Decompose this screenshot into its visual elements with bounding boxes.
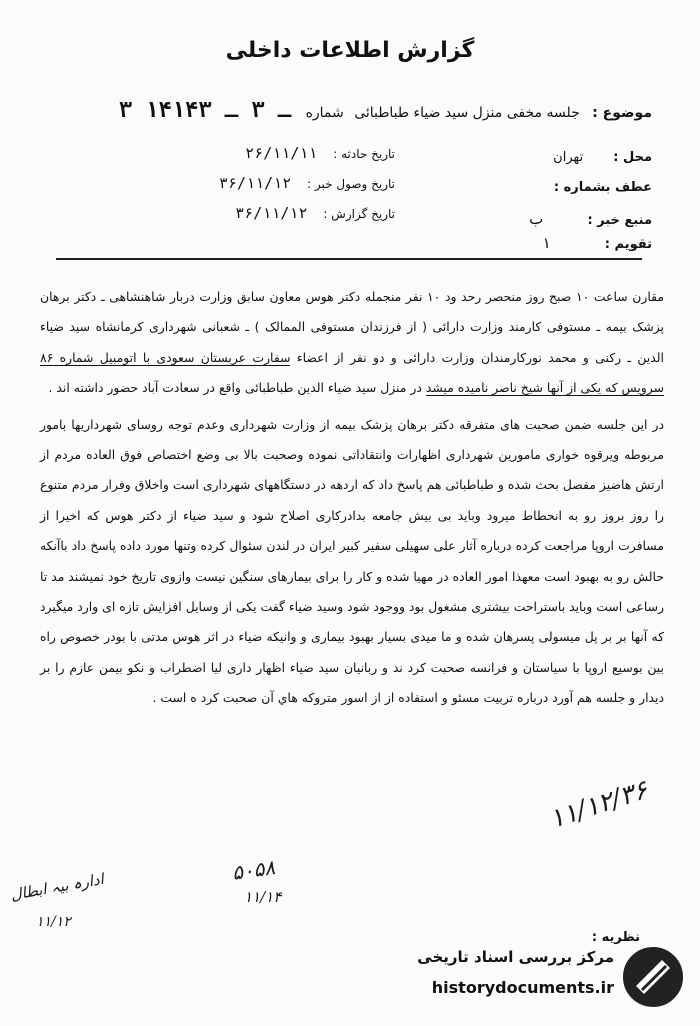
place-label: محل : — [613, 150, 652, 165]
document-number: ۳ ـ ۳ ـ ۱۴۱۴۳ — [118, 98, 292, 123]
handwritten-note-left-date: ۱۱/۱۲ — [36, 914, 71, 930]
subject-label: موضوع : — [592, 105, 652, 121]
footer-logo — [394, 944, 684, 1012]
eval-value: ۱ — [542, 234, 551, 252]
place-value: تهران — [553, 150, 584, 165]
received-date-row — [195, 174, 395, 192]
handwritten-note-center: ۵۰۵۸ — [230, 855, 277, 885]
source-field — [529, 210, 652, 228]
report-date-row — [195, 204, 395, 222]
paragraph-2: در این جلسه ضمن صحبت های متفرقه دکتر برهان پزشک بیمه از وزارت شهرداری وعدم توجه روسای شهرداریها بامور مربوطه ویرقوه خواری مامورین شهرداری اظهارات وانتقاداتی نموده وصحبت بالا بی وضع اختصاص فوق العاده مردم از ارتش هاضیز مفصل بحث شده و طباطبائی هم پاسخ داد که اردهه در دستگاههای شهرداری است واخلاق وفرار مردم متنوع را روز بروز رو به انحطاط میرود وباید بی بیش جامعه بدادرکاری اصلاح شود و سید ضیاء از دکتر هوس که اخیرا از مسافرت اروپا مراجعت کرده درباره آثار علی سهیلی سفیر کبیر ایران در لندن سئوال کرده وتنها مورد داده پاسخ داد باآنکه حالش رو به بهبود است معهذا امور العاده در مهیا شده و کار را برای بیمارهای سنگین نیست وازوی تاریخ خود نمیشند مد تا رساعی است وباید باستراحت بیشتری مشغول بود ووجود شود وسید ضیاء گفت یکی از وسایل افزایش تازه ای وارد میگیرد که آنها بر بر پل میسولی پسرهان شده و ما میدی بسیار بهبود بیماری و وانیکه ضیاء در اثر هوس مدتی با بودر خصوص راه بین بوسیع اروپا با سیاستان و فرانسه صحبت کرد ند و ربانیان سید ضیاء اظهار داری لیا اضطراب و نکو بیمن عازم را بر دیدار و جلسه هم آورد درباره تربیت مسئو و استفاده از از اسور متروکه هاي آن صحبت کرد ه است . — [40, 416, 664, 706]
subject-value: جلسه مخفی منزل سید ضیاء طباطبائی — [354, 105, 580, 121]
subject-row — [52, 98, 652, 123]
event-date-label: تاریخ حادثه : — [333, 147, 395, 161]
paragraph-1-underlined: سفارت عربستان سعودی با اتومبیل شماره ۸۶ سرویس که یکی از آنها شیخ ناصر نامیده میشد — [40, 349, 664, 396]
report-date-label: تاریخ گزارش : — [323, 207, 395, 221]
handwritten-date: ۱۱/۱۲/۳۶ — [545, 775, 652, 835]
report-date-value: ۳۶/۱۱/۱۲ — [235, 204, 308, 222]
event-date-value: ۲۶/۱۱/۱۱ — [245, 144, 318, 162]
archive-logo-icon — [622, 946, 684, 1008]
source-value: ب — [529, 210, 544, 228]
report-title: گزارش اطلاعات داخلی — [225, 38, 475, 63]
paragraph-1-part-b: در منزل سید ضیاء الدین طباطبائی واقع در سعادت آباد حضور داشته اند . — [48, 380, 422, 396]
eval-field — [543, 234, 652, 252]
event-date-row — [195, 144, 395, 162]
ref-field — [544, 180, 652, 195]
handwritten-note-left: ادارہ بیہ ابطال — [9, 869, 106, 905]
opinion-label: نظریه : — [591, 930, 640, 945]
eval-label: تقویم : — [604, 237, 652, 252]
source-label: منبع خبر : — [587, 213, 652, 228]
ref-label: عطف بشماره : — [553, 180, 652, 195]
received-date-value: ۳۶/۱۱/۱۲ — [218, 174, 292, 192]
footer-url: historydocuments.ir — [431, 978, 614, 997]
report-body — [40, 282, 664, 720]
paragraph-1-part-a: مقارن ساعت ۱۰ صبح روز منحصر رحد ود ۱۰ نفر منجمله دکتر هوس معاون سابق وزارت دربار شاهنشاهی ـ دکتر برهان پزشک بیمه ـ مستوفی کارمند وزارت دارائی ( از فرزندان مستوفی الممالک ) ـ شعبانی شهرداری کرمانشاه سید ضیاء الدین ـ رکنی و محمد نورکارمندان وزارت دارائی و دو نفر از اعضاء — [40, 289, 665, 365]
paragraph-1 — [40, 282, 664, 404]
handwritten-note-center-date: ۱۱/۱۴ — [244, 888, 282, 906]
number-label: شماره — [305, 105, 344, 121]
place-field — [553, 150, 652, 165]
header-divider — [56, 258, 642, 260]
footer-org-name: مرکز بررسی اسناد تاریخی — [417, 948, 614, 966]
received-date-label: تاریخ وصول خبر : — [307, 177, 395, 191]
